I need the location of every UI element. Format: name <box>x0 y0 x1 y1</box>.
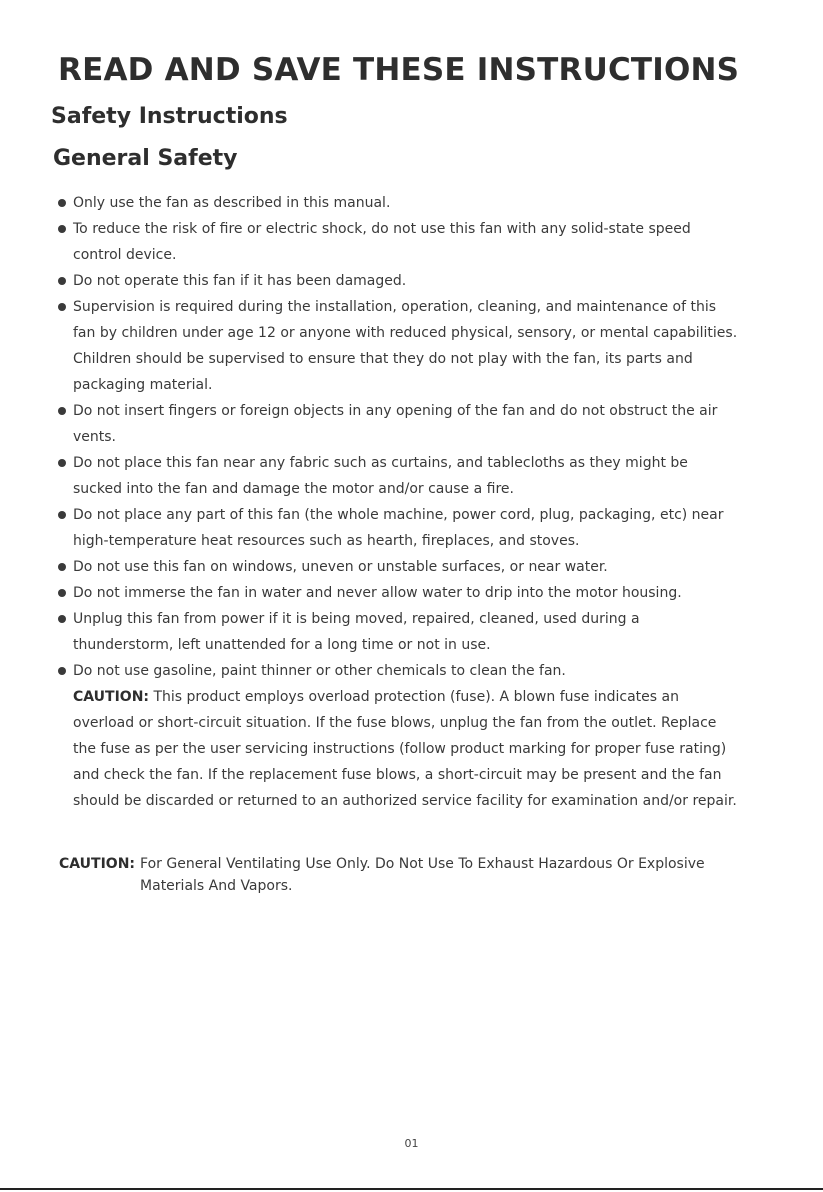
bottom-divider <box>0 1188 823 1190</box>
caution-paragraph <box>57 684 741 814</box>
footer-caution-label: CAUTION: <box>59 856 136 872</box>
list-item <box>57 658 757 684</box>
page-title: READ AND SAVE THESE INSTRUCTIONS <box>58 52 740 88</box>
section-title: Safety Instructions <box>51 104 288 129</box>
list-item-text: Do not use gasoline, paint thinner or other chemicals to clean the fan. <box>73 663 566 679</box>
bullet-icon <box>58 563 66 571</box>
footer-caution-text: For General Ventilating Use Only. Do Not Use To Exhaust Hazardous Or Explosive Materials And Vapors. <box>140 856 705 894</box>
list-item <box>57 216 757 268</box>
list-item <box>57 606 757 658</box>
bullet-icon <box>58 589 66 597</box>
subsection-title: General Safety <box>53 146 238 171</box>
footer-caution <box>59 853 759 897</box>
bullet-icon <box>58 277 66 285</box>
list-item-text: Do not use this fan on windows, uneven or unstable surfaces, or near water. <box>73 559 608 575</box>
list-item <box>57 190 757 216</box>
list-item <box>57 502 757 554</box>
list-item <box>57 450 757 502</box>
list-item <box>57 268 757 294</box>
bullet-icon <box>58 303 66 311</box>
bullet-icon <box>58 225 66 233</box>
safety-instructions-list <box>57 190 757 814</box>
list-item <box>57 294 757 398</box>
bullet-icon <box>58 511 66 519</box>
list-item-text: Do not operate this fan if it has been damaged. <box>73 273 407 289</box>
caution-block <box>57 684 757 814</box>
list-item-text: To reduce the risk of fire or electric shock, do not use this fan with any solid-state speed control device. <box>73 221 691 263</box>
list-item-text: Do not place any part of this fan (the whole machine, power cord, plug, packaging, etc) near high-temperature heat resources such as hearth, fireplaces, and stoves. <box>73 507 724 549</box>
list-item <box>57 398 757 450</box>
bullet-icon <box>58 407 66 415</box>
list-item <box>57 580 757 606</box>
list-item-text: Unplug this fan from power if it is being moved, repaired, cleaned, used during a thunderstorm, left unattended for a long time or not in use. <box>73 611 640 653</box>
bullet-icon <box>58 615 66 623</box>
page-number: 01 <box>404 1137 419 1150</box>
bullet-icon <box>58 199 66 207</box>
list-item-text: Only use the fan as described in this manual. <box>73 195 391 211</box>
bullet-icon <box>58 459 66 467</box>
caution-text: This product employs overload protection (fuse). A blown fuse indicates an overload or short-circuit situation. If the fuse blows, unplug the fan from the outlet. Replace the fuse as per the user servicing instructions (follow product marking for proper fuse rating) and check the fan. If the replacement fuse blows, a short-circuit may be present and the fan should be discarded or returned to an authorized service facility for examination and/or repair. <box>73 689 737 809</box>
list-item-text: Do not immerse the fan in water and never allow water to drip into the motor housing. <box>73 585 682 601</box>
list-item-text: Supervision is required during the installation, operation, cleaning, and maintenance of this fan by children under age 12 or anyone with reduced physical, sensory, or mental capabilities. Children should be supervised to ensure that they do not play with the fan, its parts and packaging material. <box>73 299 738 393</box>
caution-label: CAUTION: <box>73 689 150 705</box>
bullet-icon <box>58 667 66 675</box>
list-item-text: Do not insert fingers or foreign objects in any opening of the fan and do not obstruct the air vents. <box>73 403 718 445</box>
list-item <box>57 554 757 580</box>
list-item-text: Do not place this fan near any fabric such as curtains, and tablecloths as they might be sucked into the fan and damage the motor and/or cause a fire. <box>73 455 688 497</box>
